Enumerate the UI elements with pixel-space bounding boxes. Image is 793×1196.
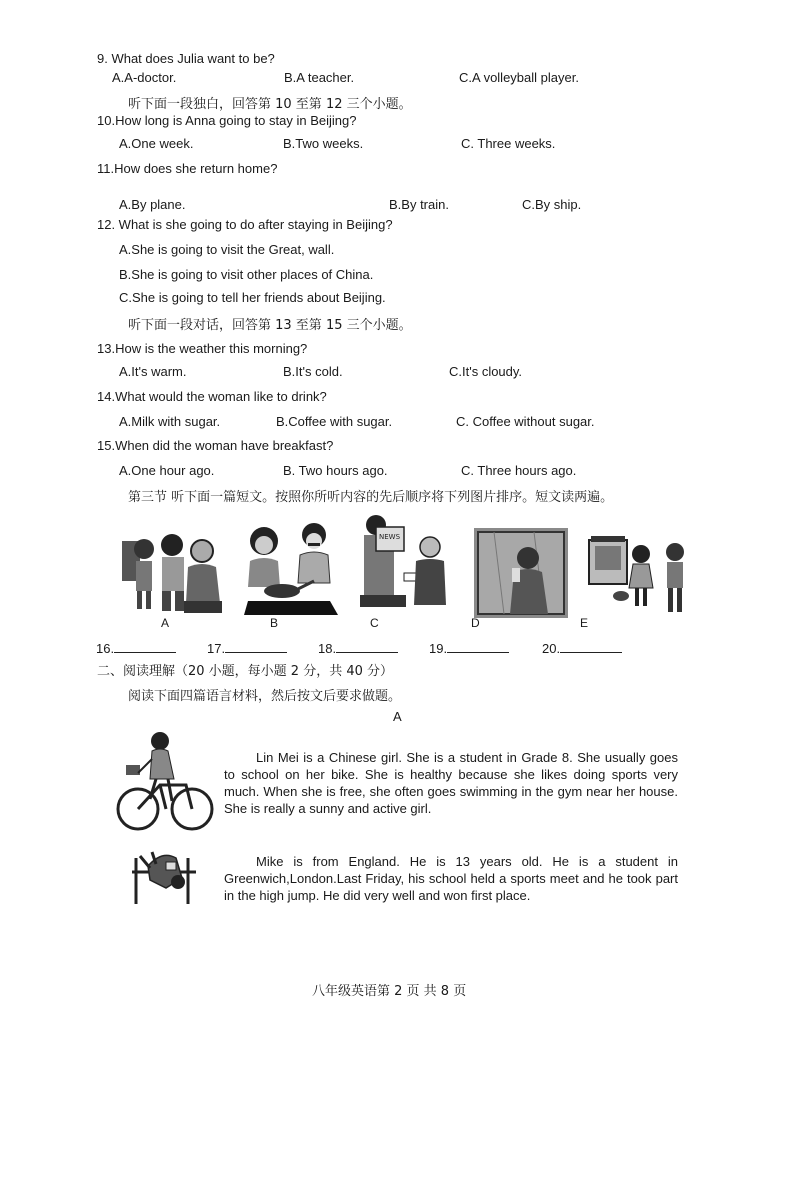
q9-option-c: C.A volleyball player. [459,70,579,85]
q15-option-c: C. Three hours ago. [461,463,577,478]
q10-option-a: A.One week. [119,136,194,151]
q14-question: 14.What would the woman like to drink? [97,389,327,404]
q15-option-b: B. Two hours ago. [283,463,388,478]
answer-blank-19[interactable] [429,640,509,656]
blank-16-number: 16. [96,641,115,656]
svg-text:NEWS: NEWS [379,533,401,541]
q13-option-a: A.It's warm. [119,364,187,379]
q9-option-b: B.A teacher. [284,70,355,85]
blank-20-line [560,640,622,653]
q12-question: 12. What is she going to do after staying in Beijing? [97,217,393,232]
q14-option-b: B.Coffee with sugar. [276,414,393,429]
blank-18-line [336,640,398,653]
q12-option-c: C.She is going to tell her friends about Beijing. [119,290,386,305]
q14-option-c: C. Coffee without sugar. [456,414,595,429]
blank-17-line [225,640,287,653]
q13-option-c: C.It's cloudy. [449,364,523,379]
q11-option-a: A.By plane. [119,197,186,212]
q11-option-c: C.By ship. [522,197,582,212]
answer-blank-20[interactable] [542,640,622,656]
picture-c-label: C [370,616,379,630]
dialogue-instruction: 听下面一段对话，回答第 13 至第 15 三个小题。 [128,318,412,333]
picture-e-label: E [580,616,589,630]
answer-blank-18[interactable] [318,640,398,656]
picture-a-family [116,523,224,617]
q9-option-a: A.A-doctor. [112,70,177,85]
blank-19-line [447,640,509,653]
part2-title: 二、阅读理解（20 小题，每小题 2 分，共 40 分） [97,664,394,679]
blank-20-number: 20. [542,641,561,656]
monologue-instruction: 听下面一段独白，回答第 10 至第 12 三个小题。 [128,97,412,112]
passage-a-paragraph-lin-mei: Lin Mei is a Chinese girl. She is a student in Grade 8. She usually goes to school on her bike. She is healthy because she likes doing sports very much. When she is free, she often goes swimming in the gym near her house. She is really a sunny and active girl. [224,750,678,816]
q10-question: 10.How long is Anna going to stay in Beijing? [97,113,357,128]
q13-option-b: B.It's cold. [283,364,343,379]
answer-blank-17[interactable] [207,640,287,656]
q9-question: 9. What does Julia want to be? [97,51,275,66]
picture-d-window [474,528,568,618]
q12-option-a: A.She is going to visit the Great, wall. [119,242,335,257]
part2-intro: 阅读下面四篇语言材料，然后按文后要求做题。 [128,689,402,704]
picture-b-label: B [270,616,279,630]
q10-option-b: B.Two weeks. [283,136,364,151]
picture-c-newspaper [360,513,452,607]
section3-instruction: 第三节 听下面一篇短文。按照你所听内容的先后顺序将下列图片排序。短文读两遍。 [128,490,614,505]
picture-a-label: A [161,616,170,630]
blank-18-number: 18. [318,641,337,656]
page-footer: 八年级英语第 2 页 共 8 页 [312,984,467,999]
blank-19-number: 19. [429,641,448,656]
passage-a-paragraph-mike: Mike is from England. He is 13 years old. He is a student in Greenwich,London.Last Friday, his school held a sports meet and he took part in the high jump. He did very well and won first place. [224,854,678,903]
passage-a-letter: A [393,709,402,724]
q12-option-b: B.She is going to visit other places of China. [119,267,374,282]
answer-blank-16[interactable] [96,640,176,656]
blank-17-number: 17. [207,641,226,656]
picture-b-cooking [244,521,338,617]
q10-option-c: C. Three weeks. [461,136,556,151]
high-jump-illustration [126,848,200,906]
girl-on-bike-illustration [116,729,214,833]
picture-e-kids [587,530,691,618]
q13-question: 13.How is the weather this morning? [97,341,308,356]
q11-option-b: B.By train. [389,197,449,212]
picture-d-label: D [471,616,480,630]
q14-option-a: A.Milk with sugar. [119,414,221,429]
q15-question: 15.When did the woman have breakfast? [97,438,334,453]
q11-question: 11.How does she return home? [97,161,278,176]
blank-16-line [114,640,176,653]
q15-option-a: A.One hour ago. [119,463,215,478]
